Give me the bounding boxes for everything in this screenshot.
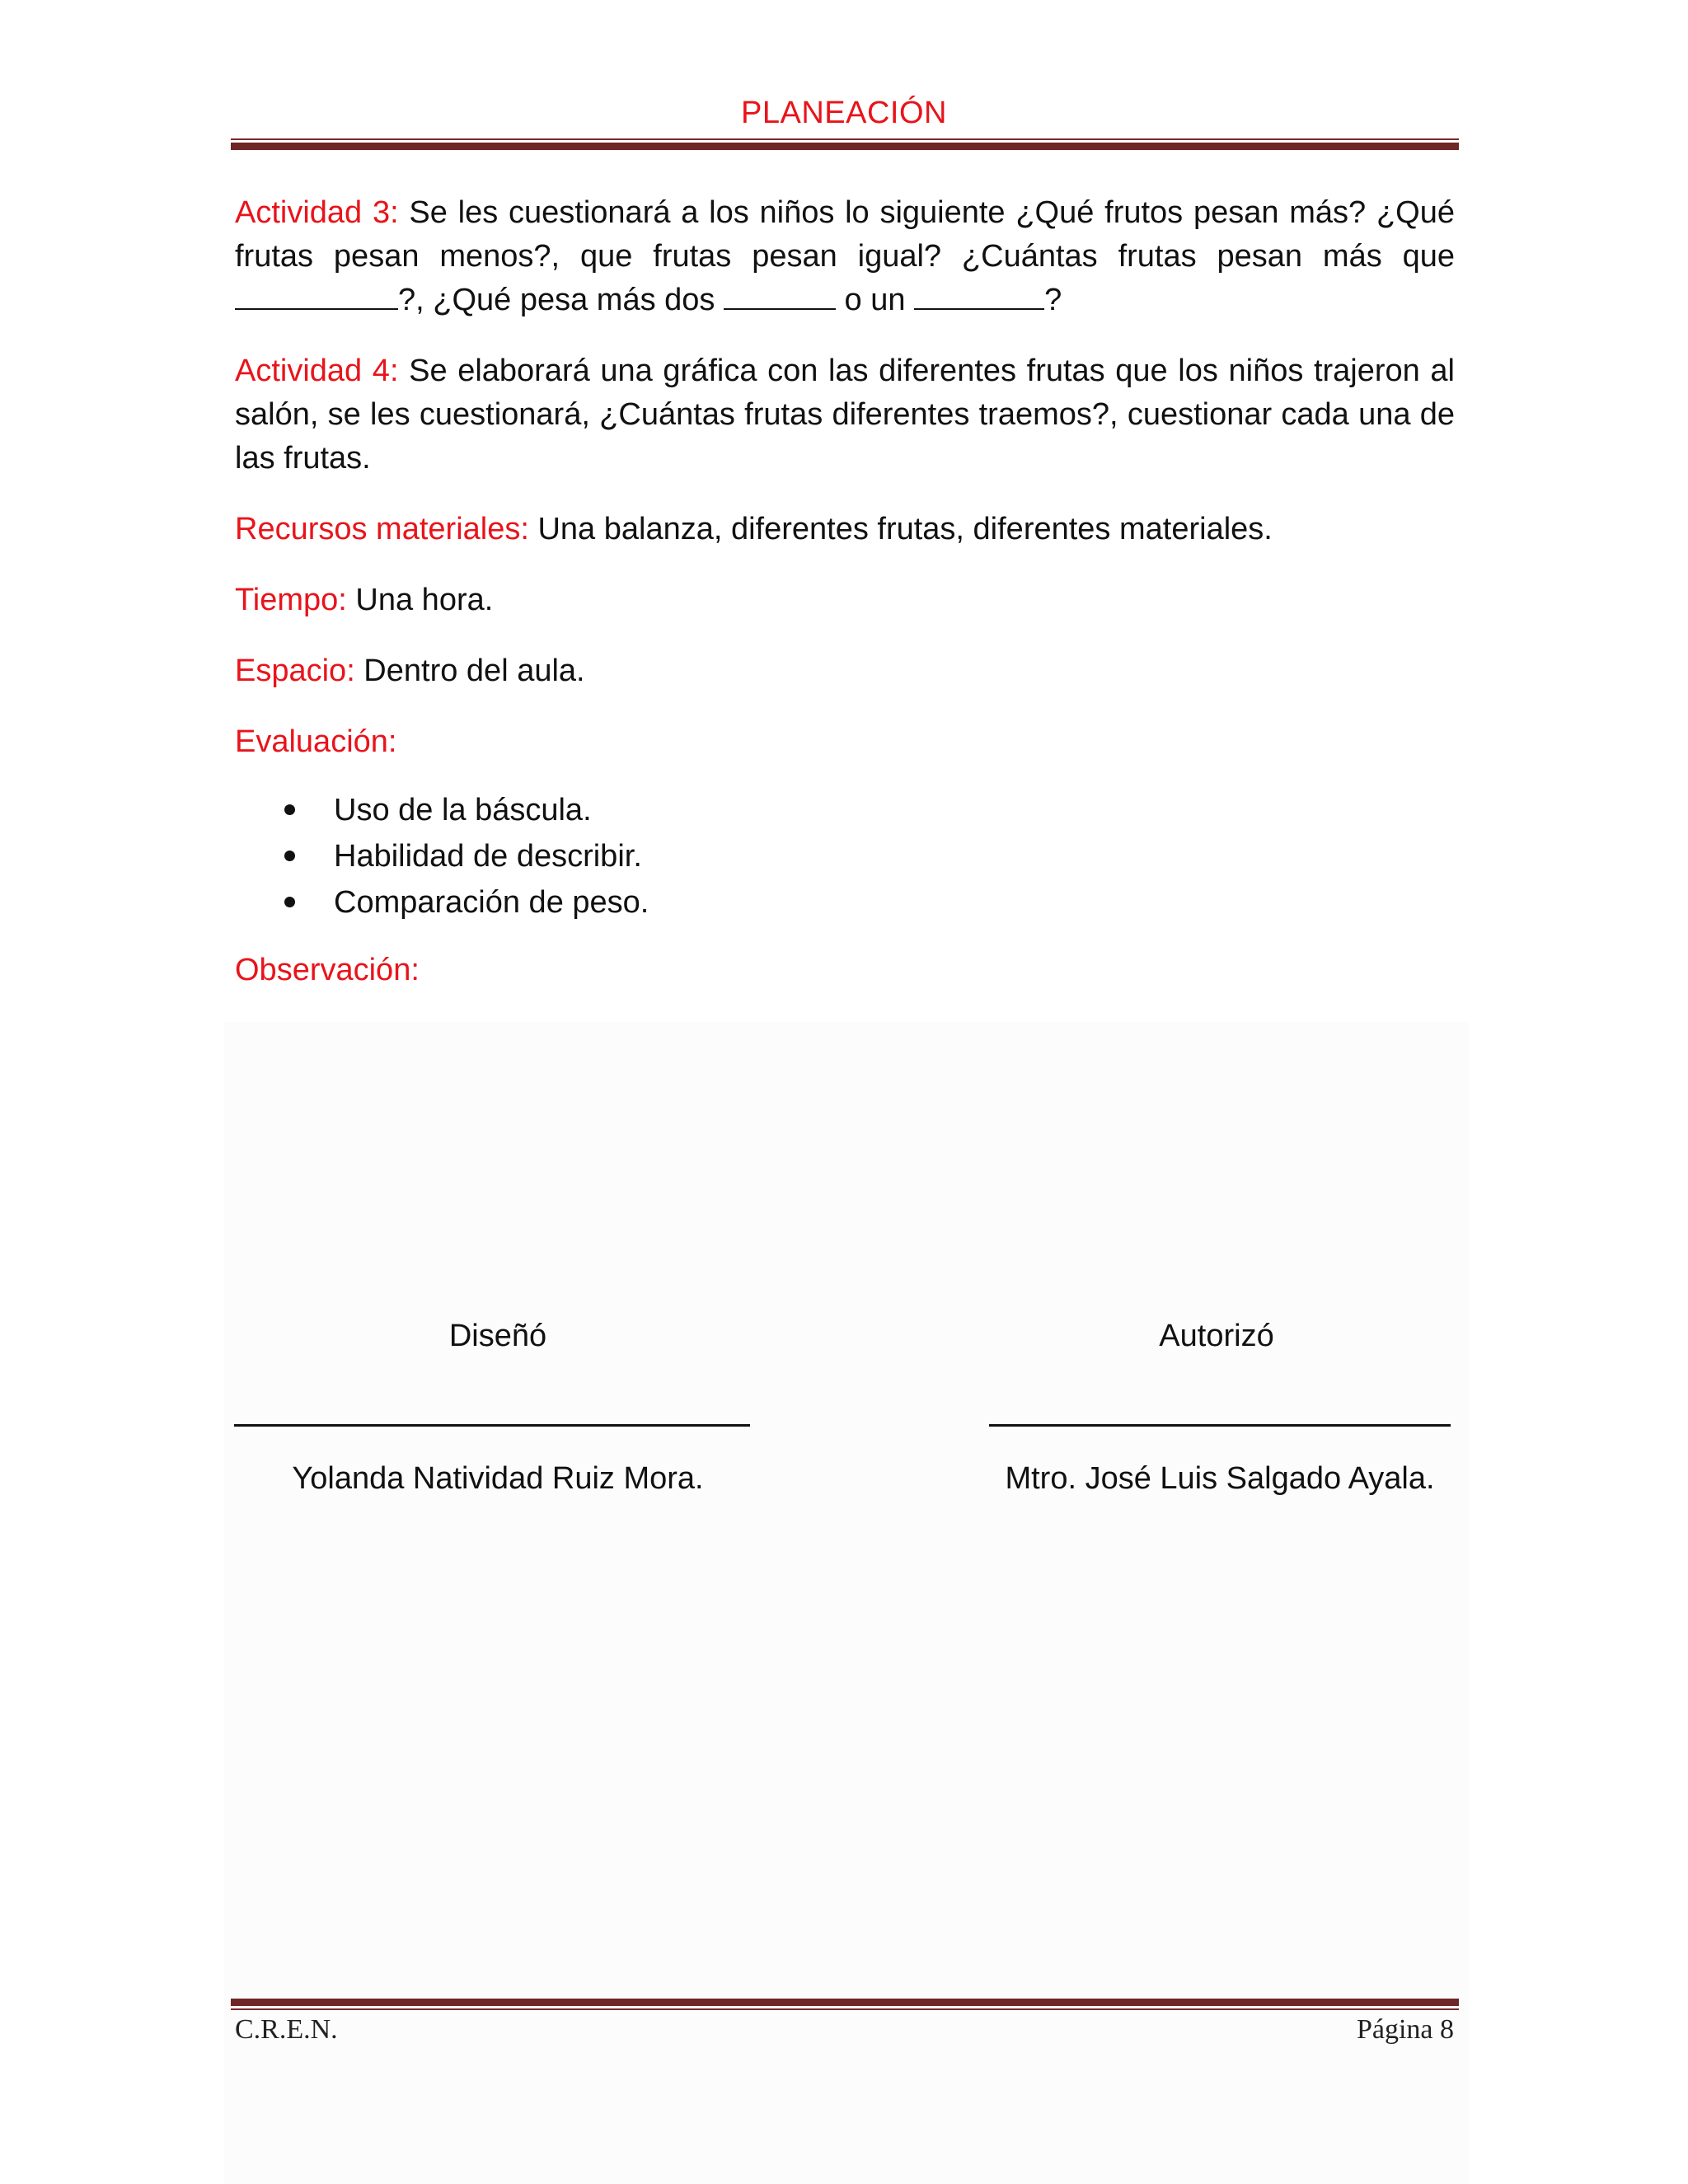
authorizer-signature-line	[989, 1424, 1451, 1427]
activity-3-label: Actividad 3:	[235, 195, 399, 230]
document-body	[235, 191, 1455, 1019]
time-text: Una hora.	[346, 583, 494, 617]
bullet-icon	[284, 897, 295, 907]
bullet-icon	[284, 804, 295, 815]
designer-role: Diseñó	[448, 1319, 547, 1353]
bullet-icon	[284, 851, 295, 861]
space-text: Dentro del aula.	[354, 654, 585, 688]
designer-signature-line	[234, 1424, 750, 1427]
list-item	[235, 787, 1455, 833]
list-item	[235, 879, 1455, 926]
space-paragraph	[235, 649, 1455, 693]
activity-3-text-c: o un	[835, 283, 915, 317]
list-item-text: Comparación de peso.	[334, 885, 649, 920]
observation-heading	[235, 949, 1455, 992]
resources-label: Recursos materiales:	[235, 512, 529, 546]
activity-4-label: Actividad 4:	[235, 354, 399, 388]
time-label: Tiempo:	[235, 583, 347, 617]
footer-institution: C.R.E.N.	[235, 2014, 338, 2045]
activity-4-paragraph	[235, 349, 1455, 480]
resources-text: Una balanza, diferentes frutas, diferentes materiales.	[528, 512, 1273, 546]
activity-3-paragraph	[235, 191, 1455, 322]
page-number: Página 8	[1356, 2014, 1454, 2045]
blank-line	[914, 279, 1044, 310]
evaluation-heading	[235, 720, 1455, 764]
header-divider	[231, 138, 1459, 150]
resources-paragraph	[235, 508, 1455, 551]
footer-divider	[231, 1999, 1459, 2010]
blank-line	[724, 279, 836, 310]
evaluation-label: Evaluación:	[235, 724, 397, 759]
activity-3-text-a: Se les cuestionará a los niños lo siguiente ¿Qué frutos pesan más? ¿Qué frutas pesan menos?, que frutas pesan igual? ¿Cuántas frutas pesan más que	[235, 195, 1455, 274]
page-header-title: PLANEACIÓN	[741, 96, 947, 130]
list-item-text: Habilidad de describir.	[334, 839, 642, 874]
designer-name: Yolanda Natividad Ruiz Mora.	[292, 1461, 704, 1496]
evaluation-list	[235, 787, 1455, 926]
list-item	[235, 833, 1455, 879]
authorizer-role: Autorizó	[1159, 1319, 1274, 1353]
time-paragraph	[235, 579, 1455, 622]
activity-4-text: Se elaborará una gráfica con las diferentes frutas que los niños trajeron al salón, se les cuestionará, ¿Cuántas frutas diferentes traemos?, cuestionar cada una de las frutas.	[235, 354, 1455, 476]
list-item-text: Uso de la báscula.	[334, 793, 592, 827]
observation-label: Observación:	[235, 953, 420, 987]
space-label: Espacio:	[235, 654, 355, 688]
authorizer-name: Mtro. José Luis Salgado Ayala.	[1005, 1461, 1435, 1496]
blank-line	[235, 279, 398, 310]
activity-3-text-b: ?, ¿Qué pesa más dos	[398, 283, 724, 317]
activity-3-text-d: ?	[1044, 283, 1062, 317]
